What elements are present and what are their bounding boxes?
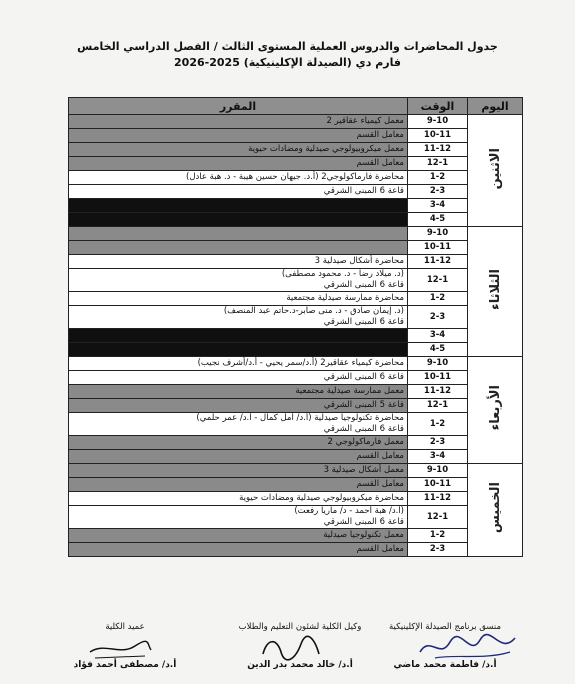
- schedule-body: [69, 115, 523, 557]
- course-text: معمل كيمياء عقاقير 2: [326, 116, 404, 126]
- course-text: قاعة 5 المبنى الشرقي: [323, 400, 404, 410]
- coordinator-role: منسق برنامج الصيدلة الإكلينيكية: [388, 622, 502, 632]
- course-text: معمل فارماكولوجي 2: [327, 437, 404, 447]
- day-cell: [468, 464, 523, 557]
- course-text: محاضرة فارماكولوجي2 (أ.د. جيهان حسين هيبة - د. هبة عادل): [186, 172, 404, 182]
- table-row: [69, 269, 523, 292]
- course-text: قاعة 6 المبنى الشرقي: [323, 317, 404, 327]
- course-text: (د. إيمان صادق - د. منى صابر-د.حاتم عبد المنصف): [223, 306, 404, 316]
- time-slot: 11-12: [408, 385, 468, 399]
- time-slot: 4-5: [408, 213, 468, 227]
- table-row: [69, 436, 523, 450]
- course-text: محاضرة كيمياء عقاقير2 (أ.د/سمر يحيي - أ.د/أشرف نجيب): [197, 358, 404, 368]
- time-slot: 1-2: [408, 413, 468, 436]
- table-row: [69, 199, 523, 213]
- table-row: [69, 227, 523, 241]
- day-label: الخميس: [487, 482, 503, 534]
- table-row: [69, 143, 523, 157]
- schedule-subtitle: فارم دي (الصيدلة الإكلينيكية) 2025-2026: [174, 56, 401, 69]
- table-row: [69, 185, 523, 199]
- time-slot: 12-1: [408, 506, 468, 529]
- time-slot: 9-10: [408, 464, 468, 478]
- course-cell: [69, 199, 408, 213]
- time-slot: 1-2: [408, 529, 468, 543]
- course-text: معامل القسم: [356, 451, 404, 461]
- day-cell: [468, 115, 523, 227]
- table-row: [69, 129, 523, 143]
- table-row: [69, 157, 523, 171]
- course-cell: [69, 306, 408, 329]
- course-cell: [69, 478, 408, 492]
- course-cell: [69, 157, 408, 171]
- coordinator-signature: [415, 630, 525, 664]
- course-text: محاضرة تكنولوجيا صيدلية (أ.د/ أمل كمال - أ.د/ عمر حلمي): [196, 413, 404, 423]
- course-text: قاعة 6 المبنى الشرقي: [323, 424, 404, 434]
- course-text: معامل القسم: [356, 130, 404, 140]
- table-header-row: [69, 98, 523, 115]
- time-slot: 11-12: [408, 255, 468, 269]
- course-cell: [69, 357, 408, 371]
- course-cell: [69, 292, 408, 306]
- course-text: معمل أشكال صيدلية 3: [323, 465, 404, 475]
- time-slot: 9-10: [408, 357, 468, 371]
- time-slot: 4-5: [408, 343, 468, 357]
- time-slot: 10-11: [408, 241, 468, 255]
- time-column-header: الوقت: [408, 98, 468, 115]
- course-text: محاضرة ميكروبيولوجي صيدلية ومضادات حيوية: [239, 493, 404, 503]
- course-cell: [69, 529, 408, 543]
- time-slot: 3-4: [408, 329, 468, 343]
- table-row: [69, 357, 523, 371]
- course-text: معامل القسم: [356, 479, 404, 489]
- course-cell: [69, 129, 408, 143]
- time-slot: 10-11: [408, 129, 468, 143]
- time-slot: 1-2: [408, 292, 468, 306]
- table-row: [69, 450, 523, 464]
- table-row: [69, 343, 523, 357]
- time-slot: 9-10: [408, 227, 468, 241]
- course-cell: [69, 143, 408, 157]
- course-text: قاعة 6 المبنى الشرقي: [323, 517, 404, 527]
- course-cell: [69, 255, 408, 269]
- course-cell: [69, 185, 408, 199]
- table-row: [69, 413, 523, 436]
- course-cell: [69, 464, 408, 478]
- day-label: الثلاثاء: [487, 269, 503, 310]
- schedule-table: [68, 97, 523, 557]
- table-row: [69, 478, 523, 492]
- table-row: [69, 506, 523, 529]
- table-row: [69, 529, 523, 543]
- course-text: معامل القسم: [356, 158, 404, 168]
- course-cell: [69, 115, 408, 129]
- course-cell: [69, 213, 408, 227]
- table-row: [69, 292, 523, 306]
- table-row: [69, 543, 523, 557]
- time-slot: 12-1: [408, 269, 468, 292]
- course-cell: [69, 399, 408, 413]
- table-row: [69, 213, 523, 227]
- course-cell: [69, 343, 408, 357]
- time-slot: 10-11: [408, 371, 468, 385]
- day-column-header: اليوم: [468, 98, 523, 115]
- day-label: الأربعاء: [487, 385, 503, 431]
- course-text: معامل القسم: [356, 544, 404, 554]
- table-row: [69, 255, 523, 269]
- course-cell: [69, 269, 408, 292]
- vice-dean-name: أ.د/ خالد محمد بدر الدين: [247, 660, 353, 670]
- time-slot: 12-1: [408, 157, 468, 171]
- time-slot: 2-3: [408, 436, 468, 450]
- table-row: [69, 241, 523, 255]
- day-label: الاثنين: [487, 147, 503, 190]
- course-text: قاعة 6 المبنى الشرقي: [323, 280, 404, 290]
- table-row: [69, 399, 523, 413]
- course-cell: [69, 329, 408, 343]
- course-cell: [69, 450, 408, 464]
- course-text: (أ.د/ هبة أحمد - د/ ماريا رفعت): [294, 506, 404, 516]
- course-text: معمل ممارسة صيدلية مجتمعية: [295, 386, 404, 396]
- dean-signature: [85, 634, 155, 662]
- course-column-header: المقرر: [69, 98, 408, 115]
- vice-dean-role: وكيل الكلية لشئون التعليم والطلاب: [238, 622, 362, 632]
- time-slot: 3-4: [408, 450, 468, 464]
- day-cell: [468, 357, 523, 464]
- time-slot: 11-12: [408, 143, 468, 157]
- table-row: [69, 385, 523, 399]
- course-text: معمل ميكروبيولوجي صيدلية ومضادات حيوية: [248, 144, 404, 154]
- course-cell: [69, 492, 408, 506]
- time-slot: 9-10: [408, 115, 468, 129]
- dean-role: عميد الكلية: [105, 622, 145, 632]
- course-cell: [69, 371, 408, 385]
- time-slot: 10-11: [408, 478, 468, 492]
- table-row: [69, 115, 523, 129]
- time-slot: 11-12: [408, 492, 468, 506]
- time-slot: 12-1: [408, 399, 468, 413]
- course-text: محاضرة ممارسة صيدلية مجتمعية: [286, 293, 404, 303]
- course-text: معمل تكنولوجيا صيدلية: [323, 530, 404, 540]
- time-slot: 2-3: [408, 185, 468, 199]
- time-slot: 2-3: [408, 306, 468, 329]
- time-slot: 1-2: [408, 171, 468, 185]
- course-cell: [69, 171, 408, 185]
- course-text: (د. ميلاد رضا - د. محمود مصطفى): [281, 269, 404, 279]
- table-row: [69, 329, 523, 343]
- schedule-title: جدول المحاضرات والدروس العملية المستوى الثالث / الفصل الدراسي الخامس: [77, 40, 498, 53]
- course-text: قاعة 6 المبنى الشرقي: [323, 186, 404, 196]
- course-cell: [69, 506, 408, 529]
- course-cell: [69, 543, 408, 557]
- day-cell: [468, 227, 523, 357]
- course-text: محاضرة أشكال صيدلية 3: [314, 256, 404, 266]
- time-slot: 2-3: [408, 543, 468, 557]
- table-row: [69, 371, 523, 385]
- table-row: [69, 492, 523, 506]
- course-cell: [69, 241, 408, 255]
- table-row: [69, 171, 523, 185]
- course-cell: [69, 436, 408, 450]
- course-text: قاعة 6 المبنى الشرقي: [323, 372, 404, 382]
- table-row: [69, 306, 523, 329]
- coordinator-name: أ.د/ فاطمة محمد ماضي: [393, 660, 497, 670]
- course-cell: [69, 385, 408, 399]
- dean-name: أ.د/ مصطفى أحمد فؤاد: [73, 660, 177, 670]
- course-cell: [69, 413, 408, 436]
- table-row: [69, 464, 523, 478]
- course-cell: [69, 227, 408, 241]
- time-slot: 3-4: [408, 199, 468, 213]
